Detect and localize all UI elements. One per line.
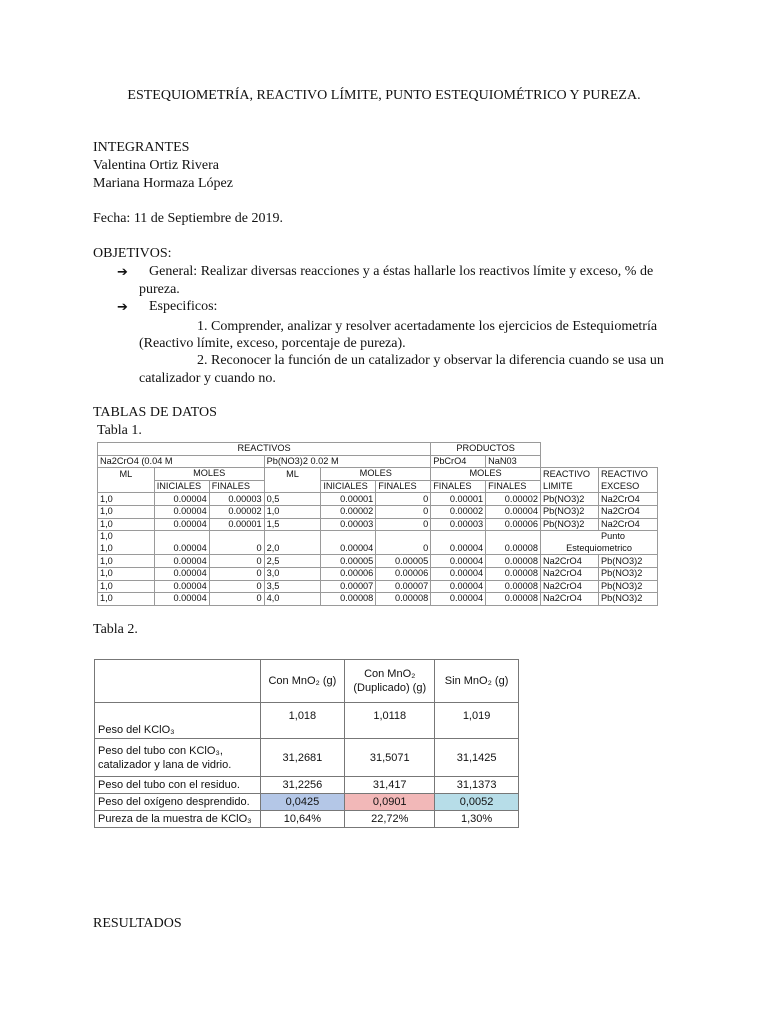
na2cro4-conc: Na2CrO4 (0.04 M: [98, 455, 265, 468]
nano3-header: NaN03: [486, 455, 541, 468]
iniciales-header: INICIALES: [154, 480, 209, 493]
cell: 1,0: [98, 580, 155, 593]
cell: 1,5: [264, 518, 321, 531]
cell: 0.00008: [486, 555, 541, 568]
cell: Pb(NO3)2: [541, 493, 599, 506]
cell: 0.00008: [486, 567, 541, 580]
cell: 10,64%: [260, 811, 345, 828]
cell: 0.00006: [376, 567, 431, 580]
cell: 0.00007: [321, 580, 376, 593]
cell: 0.00008: [486, 543, 541, 555]
reactivo-exceso-header: REACTIVO: [598, 468, 657, 481]
arrow-icon: ➔: [117, 265, 128, 280]
integrantes-heading: INTEGRANTES: [93, 140, 190, 155]
cell: 0.00004: [486, 505, 541, 518]
cell: 31,417: [345, 777, 435, 794]
cell: 0,5: [264, 493, 321, 506]
cell: 1,0: [98, 567, 155, 580]
cell: 0: [209, 593, 264, 606]
reactivo-limite-header: REACTIVO: [541, 468, 599, 481]
cell: 1,0: [98, 518, 155, 531]
cell: Pb(NO3)2: [598, 567, 657, 580]
row-label-line: catalizador y lana de vidrio.: [98, 758, 232, 771]
tablas-heading: TABLAS DE DATOS: [93, 405, 217, 420]
row-label: Peso del tubo con el residuo.: [95, 777, 261, 794]
cell: 0.00005: [321, 555, 376, 568]
productos-header: PRODUCTOS: [431, 443, 541, 456]
cell: 31,1373: [435, 777, 519, 794]
table-row: [98, 531, 658, 543]
col-con-mno2-duplicado: [345, 660, 435, 703]
cell: 0: [209, 543, 264, 555]
finales-header: FINALES: [486, 480, 541, 493]
tabla1-caption: Tabla 1.: [97, 423, 142, 438]
cell: 0.00006: [486, 518, 541, 531]
cell: 0.00004: [154, 493, 209, 506]
arrow-icon: ➔: [117, 300, 128, 315]
ml-header: ML: [264, 468, 321, 481]
finales-header: FINALES: [376, 480, 431, 493]
cell: 3,5: [264, 580, 321, 593]
finales-header: FINALES: [209, 480, 264, 493]
cell: Na2CrO4: [541, 580, 599, 593]
cell: 0.00004: [154, 567, 209, 580]
cell: 0.00004: [154, 580, 209, 593]
especifico-2-line-2: catalizador y cuando no.: [139, 371, 276, 386]
cell: 0.00003: [209, 493, 264, 506]
cell: 3,0: [264, 567, 321, 580]
reactivos-header: REACTIVOS: [98, 443, 431, 456]
cell: 1,018: [260, 703, 345, 739]
col-sin-mno2: Sin MnO₂ (g): [435, 660, 519, 703]
tabla-2: [94, 659, 519, 828]
pbcro4-header: PbCrO4: [431, 455, 486, 468]
cell: 0.00004: [154, 543, 209, 555]
cell-highlight-blue: 0,0425: [260, 794, 345, 811]
table-row: [98, 518, 658, 531]
especificos-label: Especificos:: [149, 299, 218, 314]
page-title: ESTEQUIOMETRÍA, REACTIVO LÍMITE, PUNTO ESTEQUIOMÉTRICO Y PUREZA.: [127, 88, 641, 103]
cell: 2,5: [264, 555, 321, 568]
table-row: [98, 493, 658, 506]
table-row: [95, 739, 519, 777]
table-row: [95, 811, 519, 828]
cell: Pb(NO3)2: [598, 555, 657, 568]
fecha: Fecha: 11 de Septiembre de 2019.: [93, 211, 283, 226]
tabla-1: [97, 442, 658, 606]
table-row: [98, 555, 658, 568]
cell: Na2CrO4: [541, 555, 599, 568]
cell: 31,1425: [435, 739, 519, 777]
cell: 0.00004: [154, 555, 209, 568]
col-header-line: (Duplicado) (g): [353, 682, 427, 694]
cell: 0.00006: [321, 567, 376, 580]
cell: 0.00008: [376, 593, 431, 606]
moles-header: MOLES: [431, 468, 541, 481]
cell: 0.00004: [431, 543, 486, 555]
table-row: [98, 567, 658, 580]
cell: 0: [376, 493, 431, 506]
moles-header: MOLES: [154, 468, 264, 481]
row-label: [95, 739, 261, 777]
row-label: Pureza de la muestra de KClO₃: [95, 811, 261, 828]
cell: 1,30%: [435, 811, 519, 828]
cell: 1,0: [98, 593, 155, 606]
cell: 31,5071: [345, 739, 435, 777]
cell: 0: [376, 518, 431, 531]
row-label: Peso del KClO₃: [95, 703, 261, 739]
finales-header: FINALES: [431, 480, 486, 493]
cell: 0.00002: [486, 493, 541, 506]
cell: 0.00004: [154, 518, 209, 531]
cell: Na2CrO4: [541, 593, 599, 606]
cell-highlight-cyan: 0,0052: [435, 794, 519, 811]
cell: 0.00008: [321, 593, 376, 606]
ml-header: ML: [98, 468, 155, 481]
cell: 1,019: [435, 703, 519, 739]
especifico-2-line-1: 2. Reconocer la función de un catalizador y observar la diferencia cuando se usa un: [197, 353, 664, 368]
reactivo-exceso-header-2: EXCESO: [598, 480, 657, 493]
cell: 0: [209, 555, 264, 568]
col-header-line: Con MnO₂: [364, 668, 416, 680]
reactivo-limite-header-2: LIMITE: [541, 480, 599, 493]
cell: 0.00004: [431, 580, 486, 593]
cell: 1,0: [98, 531, 155, 543]
objetivos-heading: OBJETIVOS:: [93, 246, 172, 261]
cell: 1,0: [98, 505, 155, 518]
cell: Na2CrO4: [598, 505, 657, 518]
row-label: Peso del oxígeno desprendido.: [95, 794, 261, 811]
cell: 0.00008: [486, 593, 541, 606]
punto-label-2: Estequiometrico: [541, 543, 658, 555]
cell: 1,0: [98, 493, 155, 506]
cell: Pb(NO3)2: [541, 505, 599, 518]
cell: 0: [209, 580, 264, 593]
cell: Na2CrO4: [598, 493, 657, 506]
cell: 1,0: [264, 505, 321, 518]
cell: Na2CrO4: [541, 567, 599, 580]
cell: 0.00005: [376, 555, 431, 568]
cell: 0.00002: [321, 505, 376, 518]
cell: 1,0: [98, 543, 155, 555]
cell: 0.00004: [154, 593, 209, 606]
cell: 1,0118: [345, 703, 435, 739]
cell: 0.00003: [321, 518, 376, 531]
cell: 0: [209, 567, 264, 580]
cell: 0.00001: [209, 518, 264, 531]
moles-header: MOLES: [321, 468, 431, 481]
table-row: [98, 580, 658, 593]
cell: Pb(NO3)2: [541, 518, 599, 531]
especifico-1-line-2: (Reactivo límite, exceso, porcentaje de pureza).: [139, 336, 406, 351]
cell: 1,0: [98, 555, 155, 568]
member-1: Valentina Ortiz Rivera: [93, 158, 219, 173]
table-row: [98, 593, 658, 606]
pbno3-conc: Pb(NO3)2 0.02 M: [264, 455, 431, 468]
objetivo-general: General: Realizar diversas reacciones y a éstas hallarle los reactivos límite y exceso, % de pureza.: [139, 264, 654, 297]
cell: 0.00001: [321, 493, 376, 506]
cell: 0: [376, 505, 431, 518]
cell: Na2CrO4: [598, 518, 657, 531]
cell: 0.00002: [431, 505, 486, 518]
cell: 0.00007: [376, 580, 431, 593]
cell: 0: [376, 543, 431, 555]
cell: 0.00008: [486, 580, 541, 593]
table-row: [95, 777, 519, 794]
cell: 31,2681: [260, 739, 345, 777]
cell: 0.00004: [321, 543, 376, 555]
cell: 0.00004: [154, 505, 209, 518]
cell: 0.00003: [431, 518, 486, 531]
cell: 0.00004: [431, 593, 486, 606]
table-row: [95, 703, 519, 739]
cell: 0.00001: [431, 493, 486, 506]
table-row: [98, 543, 658, 555]
cell: 4,0: [264, 593, 321, 606]
cell-highlight-red: 0,0901: [345, 794, 435, 811]
resultados-heading: RESULTADOS: [93, 916, 182, 931]
col-con-mno2: Con MnO₂ (g): [260, 660, 345, 703]
punto-label: Punto: [541, 531, 658, 543]
cell: 0.00004: [431, 555, 486, 568]
cell: 2,0: [264, 543, 321, 555]
cell: 22,72%: [345, 811, 435, 828]
especifico-1-line-1: 1. Comprender, analizar y resolver acertadamente los ejercicios de Estequiometría: [197, 319, 658, 334]
table-row: [95, 794, 519, 811]
cell: Pb(NO3)2: [598, 593, 657, 606]
member-2: Mariana Hormaza López: [93, 176, 233, 191]
table-row: [98, 505, 658, 518]
iniciales-header: INICIALES: [321, 480, 376, 493]
cell: 0.00002: [209, 505, 264, 518]
cell: 31,2256: [260, 777, 345, 794]
tabla2-caption: Tabla 2.: [93, 622, 138, 637]
cell: 0.00004: [431, 567, 486, 580]
row-label-line: Peso del tubo con KClO₃,: [98, 744, 223, 757]
cell: Pb(NO3)2: [598, 580, 657, 593]
